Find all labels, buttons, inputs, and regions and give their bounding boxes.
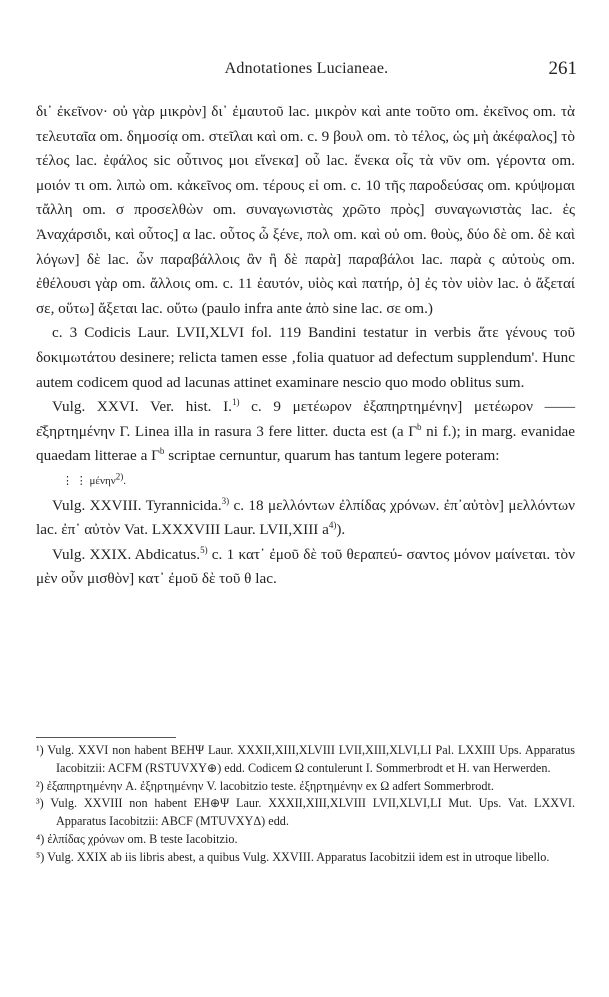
text-line: om. ἐκεῖνος om. τὰ τελευταῖα om. δημοσίᾳ om. στεῖλαι καὶ om.: [36, 103, 575, 145]
text-line: lac. ὧν παραβάλλοις ἂν ἢ δὲ παρὰ] παραβάλοι lac. παρὰ ς αὐτοὺς: [107, 250, 545, 268]
text-line: c. 1 κατ᾿ ἐμοῦ δὲ τοῦ θεραπεύ-: [207, 545, 403, 563]
paragraph-vulg-xxvi: [36, 395, 575, 493]
text-line: c. 18 μελλόντων ἐλπίδας: [229, 496, 386, 514]
footnote-ref: 2): [115, 471, 124, 482]
footnote-1: ¹) Vulg. XXVI non habent BEHΨ Laur. XXXII,XIII,XLVIII LVII,XIII,XLVI,LI Pal. LXXIII Ups. Apparatus Iacobitzii: ACFM (RSTUVXY⊕) edd. Codicem Ω contulerunt I. Sommerbrodt et H. van Herwerden.: [36, 743, 575, 775]
footnote-ref: 3): [221, 495, 230, 506]
text-line: c. 9 μετέωρον ἐξαπηρτημένην]: [251, 398, 463, 416]
text-line: codicem quod ad lacunas attinet examinare nescio quo modo: [76, 373, 447, 391]
text-line: ni f.); in marg. evanidae quaedam litterae: [36, 422, 576, 465]
paragraph-variants-c9-c11: [36, 100, 575, 321]
text-line: χρόνων. ἐπ᾿αὐτὸν] μελλόντων lac. ἐπ᾿ αὐτὸν Vat. LXXXVIII Laur.: [36, 496, 575, 539]
page-number: 261: [548, 58, 577, 79]
text-line: a Γ: [140, 447, 160, 465]
text-line: esse ‚folia quatuor ad defectum supplendum'. Hunc autem: [36, 348, 575, 391]
footnote-5: ⁵) Vulg. XXIX ab iis libris abest, a quibus Vulg. XXVIII. Apparatus Iacobitzii idem est in utroque libello.: [36, 849, 550, 864]
text-line: ducta est (a Γ: [332, 422, 418, 440]
section-heading: Vulg. XXIX. Abdicatus.: [52, 545, 201, 563]
footnote-4: ⁴) ἐλπίδας χρόνων om. B teste Iacobitzio.: [36, 831, 238, 846]
text-line: scriptae cernuntur, quarum has tantum legere poteram:: [164, 447, 500, 465]
text-line: ὦ ξένε, πολ om. καὶ οὐ om. θοὺς, δύο δὲ om. δὲ καὶ λόγων] δὲ: [36, 225, 576, 268]
text-line: χρῶτο πρὸς] συναγωνιστὰς lac. ἐς Ἀναχάρσιδι, καὶ οὗτος] α lac. οὗτος: [36, 201, 575, 243]
main-text: [36, 100, 575, 592]
text-line: c. 3 Codicis Laur. LVII,XLVI fol. 119 Bandini testatur: [52, 324, 409, 342]
superscript-b: b: [159, 446, 165, 457]
text-line: in verbis ἅτε γένους τοῦ δοκιμωτάτου desinere; relicta tamen: [36, 324, 576, 366]
footnote-divider: [36, 737, 176, 738]
text-line: oblitus sum.: [450, 373, 525, 391]
footnote-ref: 5): [200, 544, 208, 555]
text-line: οὗτινος μοι εἵνεκα] οὗ lac. ἕνεκα οἷς τὰ νῦν om. γέροντα om.: [176, 152, 575, 170]
paragraph-codex-laur: [36, 321, 575, 395]
paragraph-vulg-xxix: [36, 543, 575, 592]
footnotes: [36, 742, 575, 867]
text-line: σαντος μόνον μαίνεται. τὸν μὲν οὖν μισθὸν] κατ᾿ ἐμοῦ δὲ τοῦ θ lac.: [36, 545, 576, 588]
text-line: om. ἐθέλουσι γὰρ om. ἄλλοις om. c. 11 ἑαυτόν, υἱὸς καὶ πατήρ, ὁ]: [36, 250, 576, 293]
text-line: δι᾿ ἐκεῖνον· οὐ γὰρ μικρὸν] δι᾿ ἐμαυτοῦ lac. μικρὸν καὶ ante τοῦτο: [36, 103, 451, 120]
paragraph-vulg-xxviii: Vulg. XXVIII. Tyrannicida.$^{3)}$ c. 18 μελλόντων ἐλπίδας χρόνων. ἐπ᾿αὐτὸν] μελλόντων lac. ἐπ᾿ αὐτὸν Vat. LXXXVIII Laur. LVII,XIII $a^{4)}$).: [36, 495, 575, 539]
section-heading: Vulg. XXVI. Ver. hist. I.: [52, 398, 232, 416]
text-line: ante ἀπὸ sine lac. σε om.): [276, 299, 433, 317]
lacuna-letters: ⋮ ⋮ μένην$^{2)}$.: [62, 471, 126, 487]
running-header: [36, 60, 577, 88]
footnote-ref: 1): [231, 397, 240, 408]
text-line: μοιόν τι om. λιπὼ om. κἀκεῖνος om. τέρους εἰ om. c. 10 τῆς: [36, 176, 405, 194]
superscript-b: b: [417, 421, 422, 432]
section-heading: Vulg. XXVIII. Tyrannicida.: [52, 496, 222, 514]
footnote-ref: 4): [328, 520, 337, 531]
text-line: μετέωρον —— ε͂ξηρτημένην Γ. Linea illa in rasura 3 fere litter.: [36, 398, 576, 440]
text-line: παροδεύσας om. κρύψομαι τἄλλη om. σ προσελθὼν om. συναγωνιστὰς: [36, 176, 576, 219]
text-line: c. 9 βουλ om. τὸ τέλος, ὡς μὴ ἀκέφαλος] τὸ τέλος lac. ἐφάλος sic: [36, 127, 575, 170]
text-line: ἐς τὸν υἱὸν lac. ὁ ἄξεταί σε, οὕτω] ἄξεται lac. οὕτω (paulo infra: [36, 275, 575, 317]
text-line: μένην: [89, 474, 116, 487]
footnote-2: ²) ἐξαπηρτημένην A. ἐξηρτημένην V. lacobitzio teste. ἐξηρτημένην ex Ω adfert Sommerbrodt.: [36, 778, 494, 793]
footnote-3: ³) Vulg. XXVIII non habent EH⊕Ψ Laur. XXXII,XIII,XLVIII LVII,XLVI,LI Mut. Ups. Vat. LXXVI. Apparatus Iacobitzii: ABCF (MTUVXYΔ) edd.: [36, 796, 575, 829]
text-line: LVII,XIII a: [259, 521, 329, 539]
running-title: Adnotationes Lucianeae.: [224, 60, 389, 77]
